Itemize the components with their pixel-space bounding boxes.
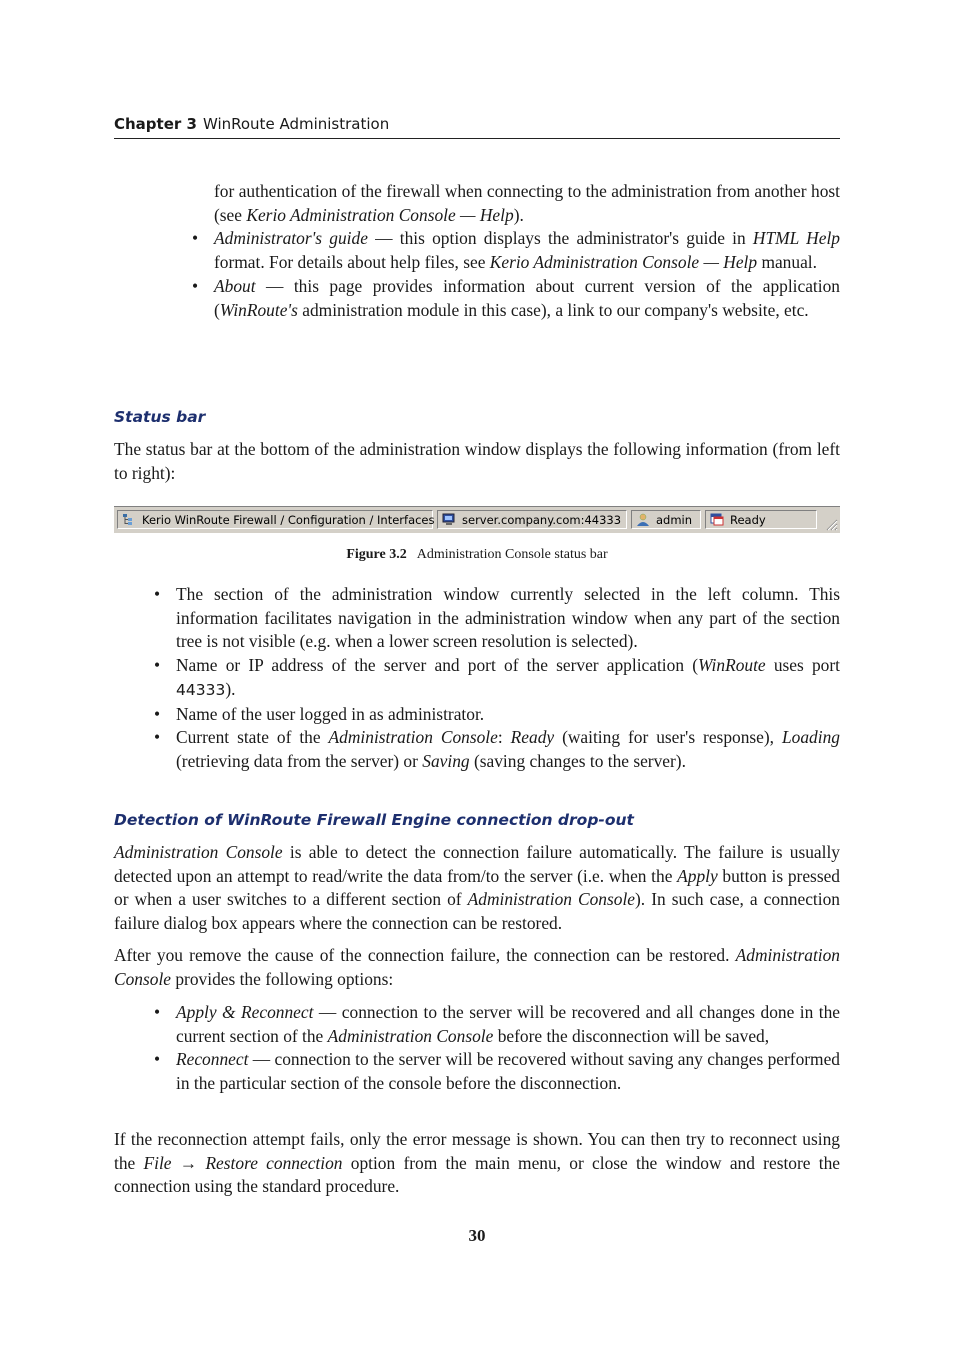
window-icon — [710, 513, 724, 526]
section-heading: Detection of WinRoute Firewall Engine connection drop-out — [114, 811, 634, 829]
running-header — [114, 114, 840, 139]
list-item: • Name of the user logged in as administrator. — [154, 703, 485, 724]
status-bar-section — [114, 407, 840, 427]
status-items-list — [154, 583, 840, 774]
page-number: 30 — [468, 1226, 486, 1245]
list-item: • Administrator's guide — this option displays the administrator's guide in HTML Help format. For details about help files, see Kerio Administration Console — Help manual. — [192, 228, 840, 273]
status-items-block — [154, 583, 840, 774]
resize-grip-icon[interactable] — [824, 517, 838, 531]
status-segment-server: server.company.com:44333 — [437, 510, 627, 529]
status-bar-figure — [114, 506, 840, 534]
options-list — [154, 1001, 841, 1096]
list-item: • The section of the administration window currently selected in the left column. This information facilitates navigation in the administration window when any part of the section tree is not visible (e.g. when a lower screen resolution is selected). — [154, 584, 840, 652]
status-segment-section: Kerio WinRoute Firewall / Configuration / Interfaces — [117, 510, 433, 529]
status-segment-user: admin — [631, 510, 701, 529]
detection-para-3: If the reconnection attempt fails, only the error message is shown. You can then try to reconnect using the File → Restore connection option from the main menu, or close the window and restore the connection using the standard procedure. — [114, 1129, 841, 1197]
list-item: • Reconnect — connection to the server will be recovered without saving any changes performed in the particular section of the console before the disconnection. — [154, 1049, 840, 1094]
detection-para-2: After you remove the cause of the connection failure, the connection can be restored. Administration Console provides the following options: — [114, 945, 840, 989]
list-item: • Name or IP address of the server and port of the server application (WinRoute uses port 44333). — [154, 655, 840, 699]
intro-list — [192, 227, 840, 322]
server-icon — [442, 513, 456, 526]
detection-section — [114, 810, 840, 830]
options-block — [154, 1001, 841, 1096]
section-heading: Status bar — [114, 408, 206, 426]
figure-label: Figure 3.2 — [346, 547, 407, 562]
tree-icon — [122, 513, 136, 526]
list-item: • About — this page provides information about current version of the application (WinRoute's administration module in this case), a link to our company's website, etc. — [192, 275, 840, 320]
chapter-title: WinRoute Administration — [202, 115, 390, 133]
intro-block — [192, 180, 840, 322]
detection-para-1: Administration Console is able to detect the connection failure automatically. The failure is usually detected upon an attempt to read/write the data from/to the server (i.e. when the Apply button is pressed or when a user switches to a different section of Administration Console). In such case, a connection failure dialog box appears where the connection can be restored. — [114, 842, 840, 934]
figure-caption: Figure 3.2 Administration Console status bar — [346, 547, 608, 562]
status-bar-intro: The status bar at the bottom of the administration window displays the following information (from left to right): — [114, 439, 840, 483]
list-item: • Current state of the Administration Console: Ready (waiting for user's response), Loading (retrieving data from the server) or Saving (saving changes to the server). — [154, 727, 840, 771]
list-item: • Apply & Reconnect — connection to the server will be recovered and all changes done in the current section of the Administration Console before the disconnection will be saved, — [154, 1002, 841, 1046]
user-icon — [636, 513, 650, 526]
intro-continuation: for authentication of the firewall when connecting to the administration from another host (see Kerio Administration Console — Help). — [214, 181, 840, 225]
status-segment-state: Ready — [705, 510, 817, 529]
chapter-label: Chapter 3 — [114, 115, 197, 133]
